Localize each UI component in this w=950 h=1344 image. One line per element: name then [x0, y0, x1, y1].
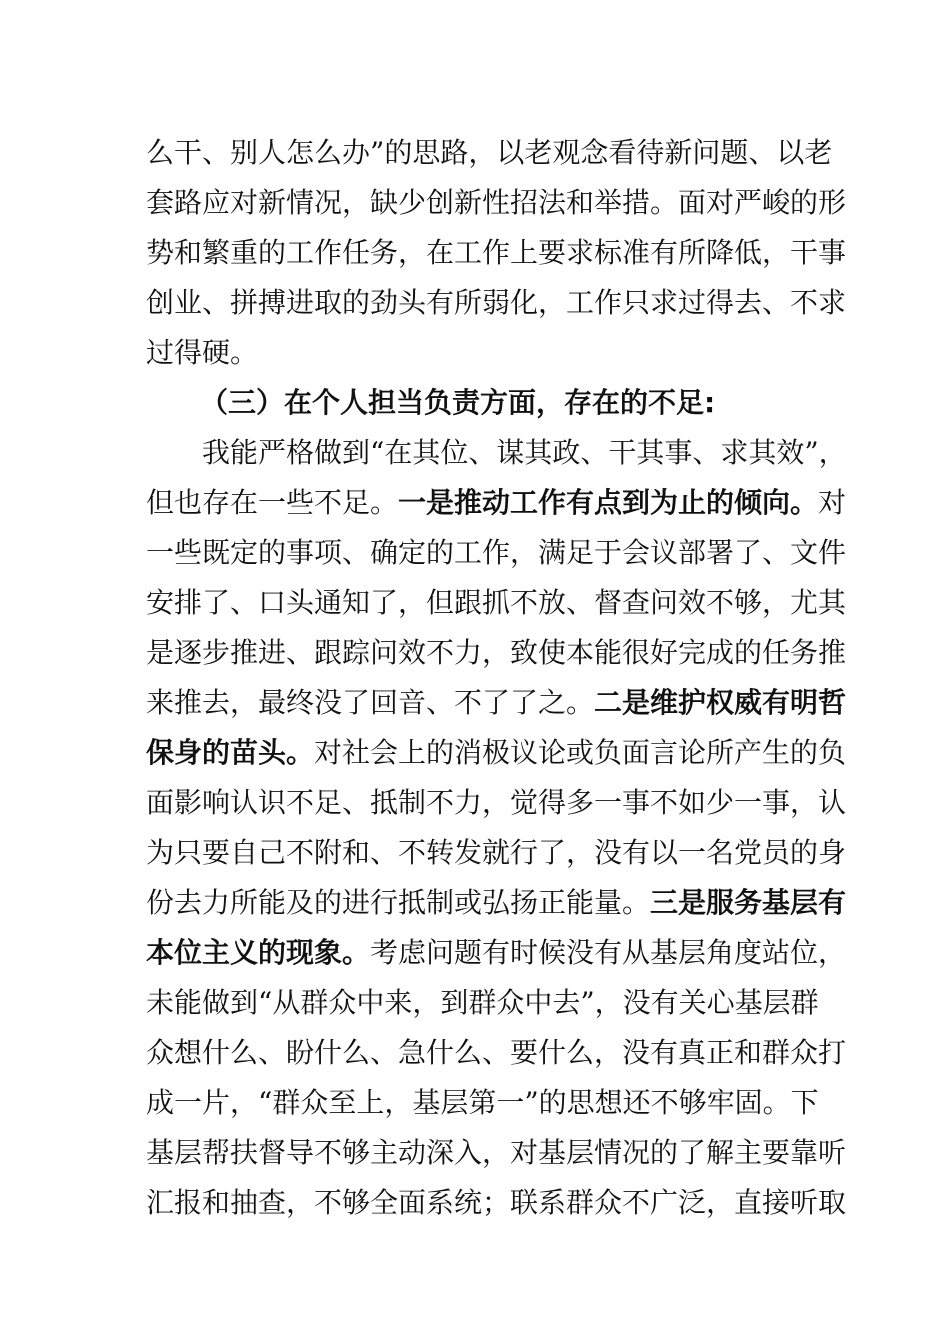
- text-segment: 套路应对新情况，缺少创新性招法和举措。面对严峻的形: [146, 186, 847, 219]
- text-segment: 成一片，“群众至上，基层第一”的思想还不够牢固。下: [146, 1086, 819, 1119]
- text-segment: 来推去，最终没了回音、不了了之。: [146, 686, 595, 719]
- text-segment: 我能严格做到“在其位、谋其政、干其事、求其效”，: [202, 436, 847, 469]
- text-segment: 汇报和抽查，不够全面系统；联系群众不广泛，直接听取: [146, 1186, 847, 1219]
- text-line: [146, 728, 847, 778]
- text-segment: 基层帮扶督导不够主动深入，对基层情况的了解主要靠听: [146, 1136, 847, 1169]
- bold-text-segment: （三）在个人担当负责方面，存在的不足:: [200, 386, 716, 419]
- text-line: [146, 778, 847, 828]
- text-line: [146, 428, 847, 478]
- text-segment: 面影响认识不足、抵制不力，觉得多一事不如少一事，认: [146, 786, 847, 819]
- text-segment: 对: [818, 486, 847, 519]
- text-line: [146, 178, 847, 228]
- text-segment: 为只要自己不附和、不转发就行了，没有以一名党员的身: [146, 836, 847, 869]
- document-body: [146, 128, 847, 1228]
- text-segment: 过得硬。: [146, 336, 259, 369]
- text-line: [146, 1178, 847, 1228]
- text-line: [146, 678, 847, 728]
- text-line: [146, 928, 847, 978]
- text-segment: 创业、拼搏进取的劲头有所弱化，工作只求过得去、不求: [146, 286, 847, 319]
- text-segment: 考虑问题有时候没有从基层角度站位，: [370, 936, 847, 969]
- text-line: [146, 478, 847, 528]
- text-line: [146, 1078, 819, 1128]
- bold-text-segment: 保身的苗头。: [146, 736, 315, 769]
- text-segment: 但也存在一些不足。: [146, 486, 399, 519]
- text-line: [146, 878, 847, 928]
- text-line: [146, 528, 847, 578]
- text-segment: 未能做到“从群众中来，到群众中去”，没有关心基层群: [146, 986, 819, 1019]
- text-line: [146, 228, 847, 278]
- text-line: [146, 628, 847, 678]
- bold-text-segment: 三是服务基层有: [650, 886, 847, 919]
- text-line: [146, 578, 847, 628]
- text-line: [146, 978, 819, 1028]
- text-line: [146, 1028, 847, 1078]
- text-line: [146, 128, 833, 178]
- bold-text-segment: 本位主义的现象。: [146, 936, 371, 969]
- text-line: [146, 1128, 847, 1178]
- section-heading: [146, 378, 812, 428]
- text-line: [146, 828, 847, 878]
- text-segment: 众想什么、盼什么、急什么、要什么，没有真正和群众打: [146, 1036, 847, 1069]
- bold-text-segment: 一是推动工作有点到为止的倾向。: [398, 486, 819, 519]
- text-segment: 么干、别人怎么办”的思路，以老观念看待新问题、以老: [146, 136, 833, 169]
- text-segment: 一些既定的事项、确定的工作，满足于会议部署了、文件: [146, 536, 847, 569]
- text-line: [146, 328, 812, 378]
- text-segment: 份去力所能及的进行抵制或弘扬正能量。: [146, 886, 651, 919]
- bold-text-segment: 二是维护权威有明哲: [594, 686, 847, 719]
- text-segment: 安排了、口头通知了，但跟抓不放、督查问效不够，尤其: [146, 586, 847, 619]
- text-segment: 是逐步推进、跟踪问效不力，致使本能很好完成的任务推: [146, 636, 847, 669]
- text-segment: 势和繁重的工作任务，在工作上要求标准有所降低，干事: [146, 236, 847, 269]
- text-segment: 对社会上的消极议论或负面言论所产生的负: [314, 736, 847, 769]
- text-line: [146, 278, 847, 328]
